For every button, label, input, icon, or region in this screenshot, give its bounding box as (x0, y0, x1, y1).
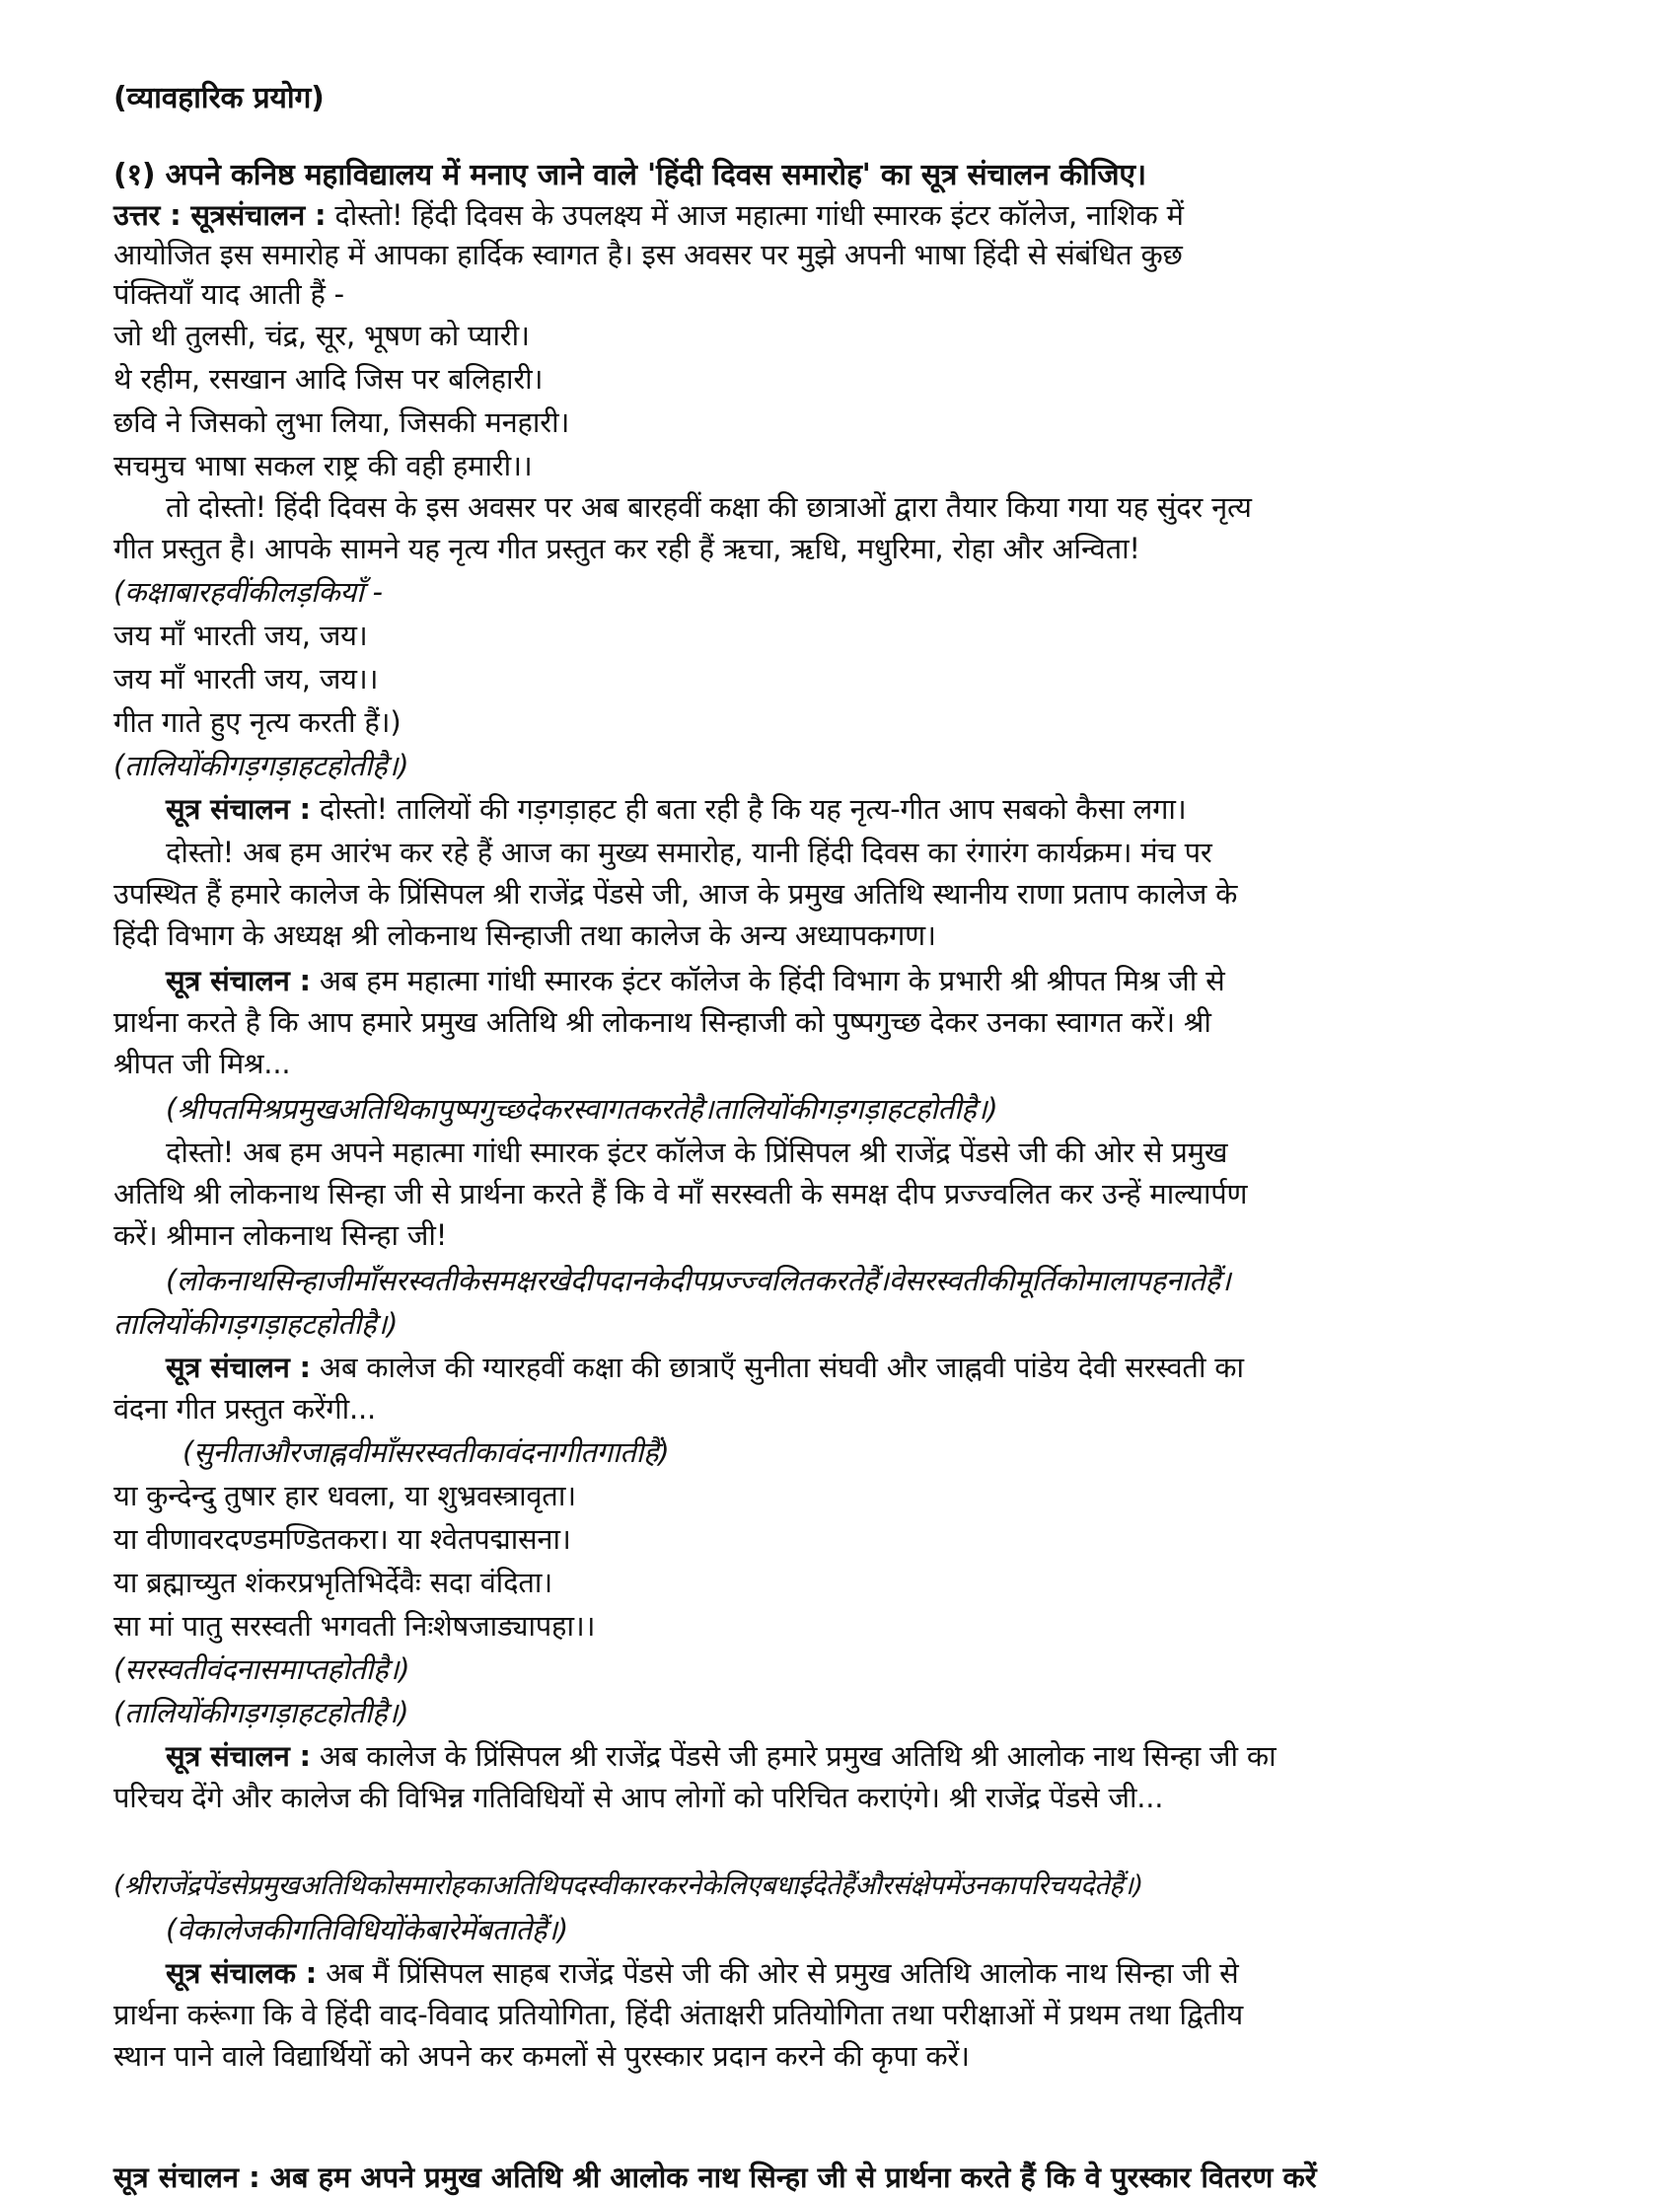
text-line: सूत्र संचालन : अब कालेज की ग्यारहवीं कक्षा की छात्राएँ सुनीता संघवी और जाह्नवी पांडेय देवी सरस्वती का (166, 1351, 1244, 1384)
stage-direction: गीत गाते हुए नृत्य करती हैं।) (113, 705, 402, 739)
song-line: जय माँ भारती जय, जय।। (113, 662, 379, 696)
text-line: सूत्र संचालन : अब कालेज के प्रिंसिपल श्री राजेंद्र पेंडसे जी हमारे प्रमुख अतिथि श्री आलोक नाथ सिन्हा जी का (166, 1739, 1277, 1773)
text-line: पंक्तियाँ याद आती हैं - (113, 277, 344, 311)
question-text: (१) अपने कनिष्ठ महाविद्यालय में मनाए जाने वाले 'हिंदी दिवस समारोह' का सूत्र संचालन कीजिए। (113, 158, 1146, 192)
text-line: सूत्र संचालन : दोस्तो! तालियों की गड़गड़ाहट ही बता रही है कि यह नृत्य-गीत आप सबको कैसा लगा। (166, 792, 1187, 826)
text-line: वंदना गीत प्रस्तुत करेंगी... (113, 1392, 377, 1426)
text-line: सूत्र संचालक : अब मैं प्रिंसिपल साहब राजेंद्र पेंडसे जी की ओर से प्रमुख अतिथि आलोक नाथ सिन्हा जी से (166, 1956, 1239, 1990)
answer-line-1 (113, 195, 1184, 235)
poem-line: सचमुच भाषा सकल राष्ट्र की वही हमारी।। (113, 449, 533, 482)
text-line: आयोजित इस समारोह में आपका हार्दिक स्वागत है। इस अवसर पर मुझे अपनी भाषा हिंदी से संबंधित कुछ (113, 238, 1183, 271)
cut-off-line: सूत्र संचालन : अब हम अपने प्रमुख अतिथि श्री आलोक नाथ सिन्हा जी से प्रार्थना करते हैं कि वे पुरस्कार वितरण करें (113, 2160, 1317, 2194)
stage-direction: (कक्षाबारहवींकीलड़कियाँ - (113, 575, 383, 609)
speaker-label: सूत्र संचालन : (166, 1351, 311, 1384)
text-line: स्थान पाने वाले विद्यार्थियों को अपने कर कमलों से पुरस्कार प्रदान करने की कृपा करें। (113, 2039, 970, 2073)
song-line: जय माँ भारती जय, जय। (113, 619, 368, 652)
shloka-line: या वीणावरदण्डमण्डितकरा। या श्वेतपद्मासना। (113, 1522, 571, 1556)
text-line: प्रार्थना करते है कि आप हमारे प्रमुख अतिथि श्री लोकनाथ सिन्हाजी को पुष्पगुच्छ देकर उनका स्वागत करें। श्री (113, 1005, 1211, 1039)
speaker-label: सूत्र संचालन : (166, 1739, 311, 1773)
shloka-line: या कुन्देन्दु तुषार हार धवला, या शुभ्रवस्त्रावृता। (113, 1479, 576, 1512)
text-line: करें। श्रीमान लोकनाथ सिन्हा जी! (113, 1218, 448, 1252)
stage-direction: (श्रीपतमिश्रप्रमुखअतिथिकापुष्पगुच्छदेकरस्वागतकरतेहै।तालियोंकीगड़गड़ाहटहोतीहै।) (166, 1092, 998, 1126)
text-line: परिचय देंगे और कालेज की विभिन्न गतिविधियों से आप लोगों को परिचित कराएंगे। श्री राजेंद्र पेंडसे जी... (113, 1781, 1164, 1814)
stage-direction: (सरस्वतीवंदनासमाप्तहोतीहै।) (113, 1652, 410, 1686)
stage-direction: (वेकालेजकीगतिविधियोंकेबारेमेंबतातेहैं।) (166, 1913, 569, 1946)
shloka-line: या ब्रह्माच्युत शंकरप्रभृतिभिर्देवैः सदा वंदिता। (113, 1566, 552, 1599)
stage-direction: (श्रीराजेंद्रपेंडसेप्रमुखअतिथिकोसमारोहकाअतिथिपदस्वीकारकरनेकेलिएबधाईदेतेहैंऔरसंक्षेपमेंउनकापरिचयदेतेहैं।) (113, 1870, 1143, 1901)
section-heading: (व्यावहारिक प्रयोग) (113, 81, 325, 115)
stage-direction: (तालियोंकीगड़गड़ाहटहोतीहै।) (113, 749, 409, 782)
speaker-label: सूत्र संचालक : (166, 1956, 318, 1990)
stage-direction: (तालियोंकीगड़गड़ाहटहोतीहै।) (113, 1696, 409, 1729)
speaker-label: सूत्र संचालन : (166, 964, 311, 997)
poem-line: जो थी तुलसी, चंद्र, सूर, भूषण को प्यारी। (113, 319, 530, 352)
text-line: सूत्र संचालन : अब हम महात्मा गांधी स्मारक इंटर कॉलेज के हिंदी विभाग के प्रभारी श्री श्रीपत मिश्र जी से (166, 964, 1225, 997)
text-line: दोस्तो! अब हम आरंभ कर रहे हैं आज का मुख्य समारोह, यानी हिंदी दिवस का रंगारंग कार्यक्रम। मंच पर (166, 836, 1212, 869)
text-line: श्रीपत जी मिश्र... (113, 1047, 291, 1080)
stage-direction: तालियोंकीगड़गड़ाहटहोतीहै।) (113, 1307, 399, 1341)
text-line: उपस्थित हैं हमारे कालेज के प्रिंसिपल श्री राजेंद्र पेंडसे जी, आज के प्रमुख अतिथि स्थानीय राणा प्रताप कालेज के (113, 877, 1238, 911)
text-line: दोस्तो! अब हम अपने महात्मा गांधी स्मारक इंटर कॉलेज के प्रिंसिपल श्री राजेंद्र पेंडसे जी की ओर से प्रमुख (166, 1135, 1228, 1169)
speaker-label: सूत्र संचालन : (166, 792, 311, 826)
poem-line: थे रहीम, रसखान आदि जिस पर बलिहारी। (113, 362, 544, 396)
text-line: हिंदी विभाग के अध्यक्ष श्री लोकनाथ सिन्हाजी तथा कालेज के अन्य अध्यापकगण। (113, 918, 936, 952)
shloka-line: सा मां पातु सरस्वती भगवती निःशेषजाड्यापहा।। (113, 1609, 596, 1643)
text-line: तो दोस्तो! हिंदी दिवस के इस अवसर पर अब बारहवीं कक्षा की छात्राओं द्वारा तैयार किया गया यह सुंदर नृत्य (166, 490, 1252, 524)
stage-direction: (लोकनाथसिन्हाजीमाँसरस्वतीकेसमक्षरखेदीपदानकेदीपप्रज्ज्वलितकरतेहैं।वेसरस्वतीकीमूर्तिकोमालापहनातेहैं। (166, 1264, 1231, 1297)
text-line: प्रार्थना करूंगा कि वे हिंदी वाद-विवाद प्रतियोगिता, हिंदी अंताक्षरी प्रतियोगिता तथा परीक्षाओं में प्रथम तथा द्वितीय (113, 1998, 1243, 2031)
text-line: अतिथि श्री लोकनाथ सिन्हा जी से प्रार्थना करते हैं कि वे माँ सरस्वती के समक्ष दीप प्रज्ज्वलित कर उन्हें माल्यार्पण (113, 1177, 1248, 1210)
answer-label: उत्तर : सूत्रसंचालन : (113, 198, 327, 232)
text-line: गीत प्रस्तुत है। आपके सामने यह नृत्य गीत प्रस्तुत कर रही हैं ऋचा, ऋधि, मधुरिमा, रोहा और अन्विता! (113, 532, 1140, 565)
answer-text: दोस्तो! हिंदी दिवस के उपलक्ष्य में आज महात्मा गांधी स्मारक इंटर कॉलेज, नाशिक में (326, 198, 1184, 232)
poem-line: छवि ने जिसको लुभा लिया, जिसकी मनहारी। (113, 405, 570, 439)
stage-direction: (सुनीताऔरजाह्नवीमाँसरस्वतीकावंदनागीतगातीहैं) (183, 1435, 670, 1469)
